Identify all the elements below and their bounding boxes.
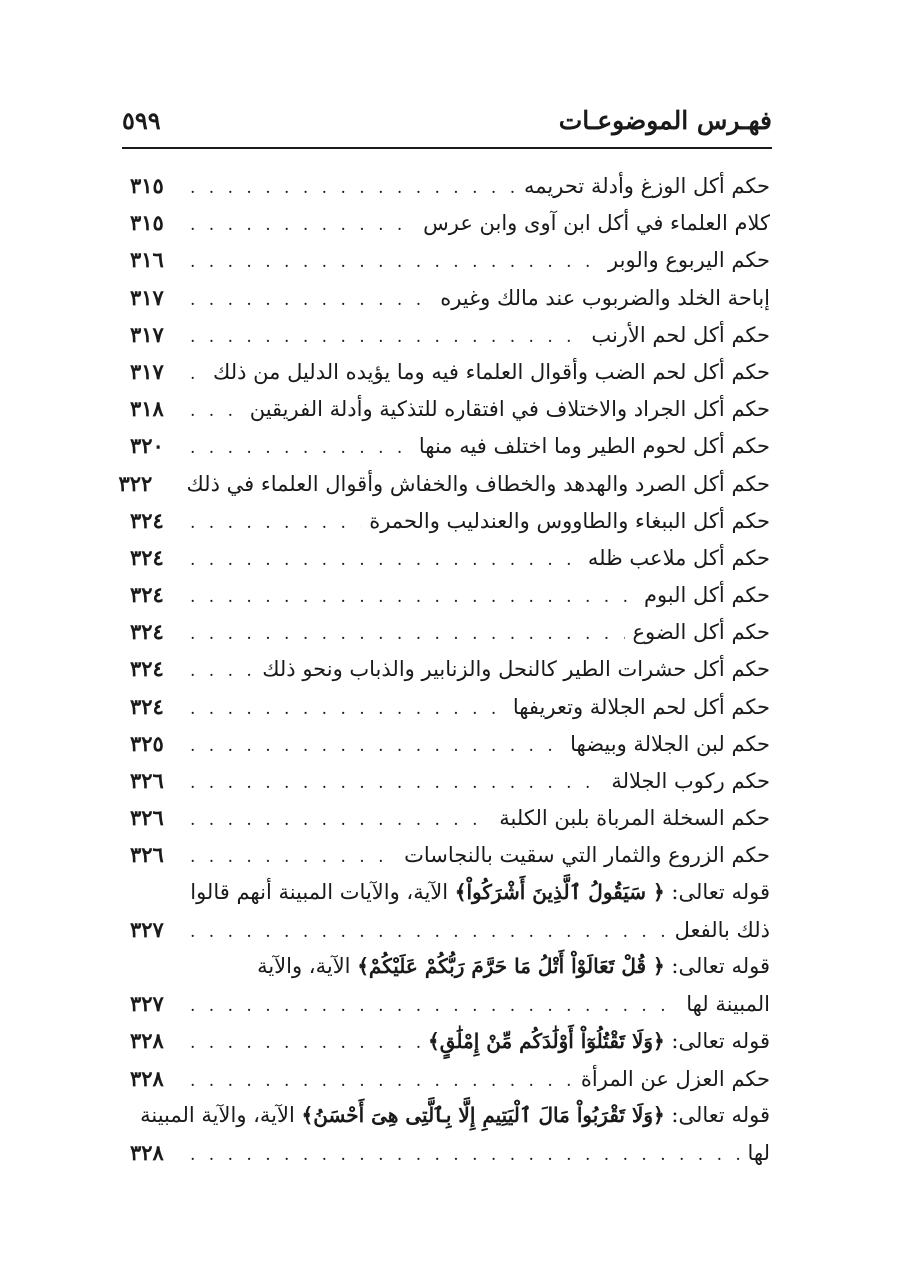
toc-entry xyxy=(130,836,770,873)
toc-entry xyxy=(130,762,770,799)
entry-title: حكم أكل ملاعب ظله xyxy=(587,545,770,570)
table-of-contents xyxy=(118,167,770,1171)
toc-entry xyxy=(130,725,770,762)
entry-page: ٣٢٤ xyxy=(130,693,164,719)
dot-leader xyxy=(190,839,396,876)
entry-title: حكم السخلة المرباة بلبن الكلبة xyxy=(499,806,770,831)
dot-leader xyxy=(190,356,205,393)
toc-entry xyxy=(130,576,770,613)
entry-title: حكم أكل لحم الجلالة وتعريفها xyxy=(512,694,770,719)
verse-entry-line xyxy=(130,948,770,985)
page-number: ٥٩٩ xyxy=(122,106,161,135)
toc-entry xyxy=(130,279,770,316)
toc-entry xyxy=(130,241,770,278)
toc-entry xyxy=(130,985,770,1022)
toc-entry xyxy=(130,539,770,576)
entry-page: ٣١٦ xyxy=(130,247,164,273)
entry-title: قوله تعالى: xyxy=(664,953,770,978)
dot-leader xyxy=(190,170,516,207)
entry-title: حكم ركوب الجلالة xyxy=(611,769,770,793)
toc-entry xyxy=(130,911,770,948)
entry-page: ٣١٧ xyxy=(130,358,164,384)
entry-page: ٣١٧ xyxy=(130,321,164,347)
toc-entry xyxy=(130,353,770,390)
entry-title: إباحة الخلد والضربوب عند مالك وغيره xyxy=(440,285,770,310)
dot-leader xyxy=(190,802,491,839)
entry-title: حكم اليربوع والوبر xyxy=(608,248,770,273)
entry-page: ٣١٥ xyxy=(130,173,164,198)
entry-title-continued: الآية، والآيات المبينة أنهم قالوا xyxy=(190,879,455,904)
dot-leader xyxy=(190,542,580,579)
entry-title: حكم الزروع والثمار التي سقيت بالنجاسات xyxy=(404,843,770,868)
dot-leader xyxy=(190,1137,740,1174)
toc-entry xyxy=(130,799,770,836)
entry-page: ٣٢٦ xyxy=(130,768,164,793)
toc-entry xyxy=(130,390,770,427)
toc-entry xyxy=(130,650,770,687)
entry-title: كلام العلماء في أكل ابن آوى وابن عرس xyxy=(423,211,770,236)
entry-page: ٣٢٧ xyxy=(130,916,164,942)
dot-leader xyxy=(190,1025,420,1062)
entry-title-continued: الآية، والآية المبينة xyxy=(140,1102,302,1127)
dot-leader xyxy=(190,430,411,467)
dot-leader xyxy=(190,393,242,430)
quran-verse: ﴿ سَيَقُولُ ٱلَّذِينَ أَشْرَكُواْ﴾ xyxy=(454,879,665,904)
entry-title-continued: الآية، والآية xyxy=(257,953,358,978)
entry-title: قوله تعالى: xyxy=(664,1029,770,1054)
entry-title: حكم أكل البوم xyxy=(643,583,770,608)
entry-page: ٣٢٤ xyxy=(130,544,164,570)
dot-leader xyxy=(190,616,625,653)
header-rule xyxy=(122,147,772,149)
entry-page: ٣٢٢ xyxy=(118,470,153,496)
entry-title: حكم أكل الضوع xyxy=(632,620,770,645)
dot-leader xyxy=(190,579,636,616)
quran-verse: ﴿وَلَا تَقْتُلُوٓاْ أَوْلَٰدَكُم مِّنْ إِمْلَٰقٍ﴾ xyxy=(428,1029,665,1054)
entry-page: ٣٢٤ xyxy=(130,507,164,533)
dot-leader xyxy=(190,691,505,728)
entry-page: ٣٢٨ xyxy=(130,1065,164,1091)
toc-entry xyxy=(130,502,770,539)
toc-entry xyxy=(130,204,770,241)
running-title: فهـرس الموضوعـات xyxy=(558,106,772,135)
dot-leader xyxy=(190,988,678,1025)
entry-title: حكم لبن الجلالة وبيضها xyxy=(570,731,770,756)
dot-leader xyxy=(190,207,415,244)
dot-leader xyxy=(190,653,254,690)
entry-page: ٣٢٧ xyxy=(130,991,164,1017)
entry-title: حكم أكل الوزغ وأدلة تحريمه xyxy=(524,174,770,198)
quran-verse: ﴿وَلَا تَقْرَبُواْ مَالَ ٱلْيَتِيمِ إِلَّا بِٱلَّتِى هِىَ أَحْسَنُ﴾ xyxy=(301,1102,665,1127)
toc-entry xyxy=(130,167,770,204)
verse-entry-line xyxy=(130,1097,770,1134)
entry-page: ٣١٧ xyxy=(130,284,164,310)
toc-entry xyxy=(118,465,770,502)
verse-entry-line xyxy=(130,874,770,911)
toc-entry xyxy=(130,1060,770,1097)
dot-leader xyxy=(190,765,603,802)
entry-title: حكم العزل عن المرأة xyxy=(580,1066,770,1091)
toc-entry xyxy=(130,1022,770,1059)
entry-page: ٣٢٨ xyxy=(130,1028,164,1054)
entry-page: ٣٢٤ xyxy=(130,582,164,608)
entry-title: قوله تعالى: xyxy=(664,1102,770,1127)
quran-verse: ﴿ قُلْ تَعَالَوْاْ أَتْلُ مَا حَرَّمَ رَبُّكُمْ عَلَيْكُمْ﴾ xyxy=(357,953,665,978)
dot-leader xyxy=(190,914,667,951)
toc-entry xyxy=(130,688,770,725)
entry-title: لها xyxy=(747,1140,770,1165)
entry-title: حكم أكل الببغاء والطاووس والعندليب والحمرة xyxy=(369,508,770,533)
dot-leader xyxy=(190,1063,573,1100)
entry-title: المبينة لها xyxy=(686,992,770,1017)
toc-entry xyxy=(130,316,770,353)
entry-title: حكم أكل الجراد والاختلاف في افتقاره للتذكية وأدلة الفريقين xyxy=(249,397,770,422)
toc-entry xyxy=(130,613,770,650)
dot-leader xyxy=(190,728,562,765)
dot-leader xyxy=(190,319,583,356)
page-header xyxy=(122,102,772,142)
entry-page: ٣٢٦ xyxy=(130,842,164,868)
dot-leader xyxy=(190,282,432,319)
entry-page: ٣٢٠ xyxy=(130,433,164,459)
entry-title: حكم أكل لحم الضب وأقوال العلماء فيه وما يؤيده الدليل من ذلك xyxy=(213,359,770,384)
entry-page: ٣١٨ xyxy=(130,396,164,422)
entry-page: ٣١٥ xyxy=(130,210,164,236)
dot-leader xyxy=(190,244,600,281)
dot-leader xyxy=(190,505,361,542)
entry-page: ٣٢٨ xyxy=(130,1139,164,1165)
entry-page: ٣٢٦ xyxy=(130,805,164,831)
entry-title: حكم أكل حشرات الطير كالنحل والزنابير والذباب ونحو ذلك xyxy=(262,657,770,682)
entry-page: ٣٢٤ xyxy=(130,619,164,645)
toc-entry xyxy=(130,1134,770,1171)
entry-title: حكم أكل الصرد والهدهد والخطاف والخفاش وأقوال العلماء في ذلك xyxy=(186,471,770,496)
entry-title: قوله تعالى: xyxy=(664,879,770,904)
entry-page: ٣٢٤ xyxy=(130,656,164,682)
entry-title: حكم أكل لحم الأرنب xyxy=(591,322,770,347)
toc-entry xyxy=(130,427,770,464)
entry-title: حكم أكل لحوم الطير وما اختلف فيه منها xyxy=(418,434,770,459)
entry-page: ٣٢٥ xyxy=(130,730,164,756)
entry-title: ذلك بالفعل xyxy=(674,917,770,942)
